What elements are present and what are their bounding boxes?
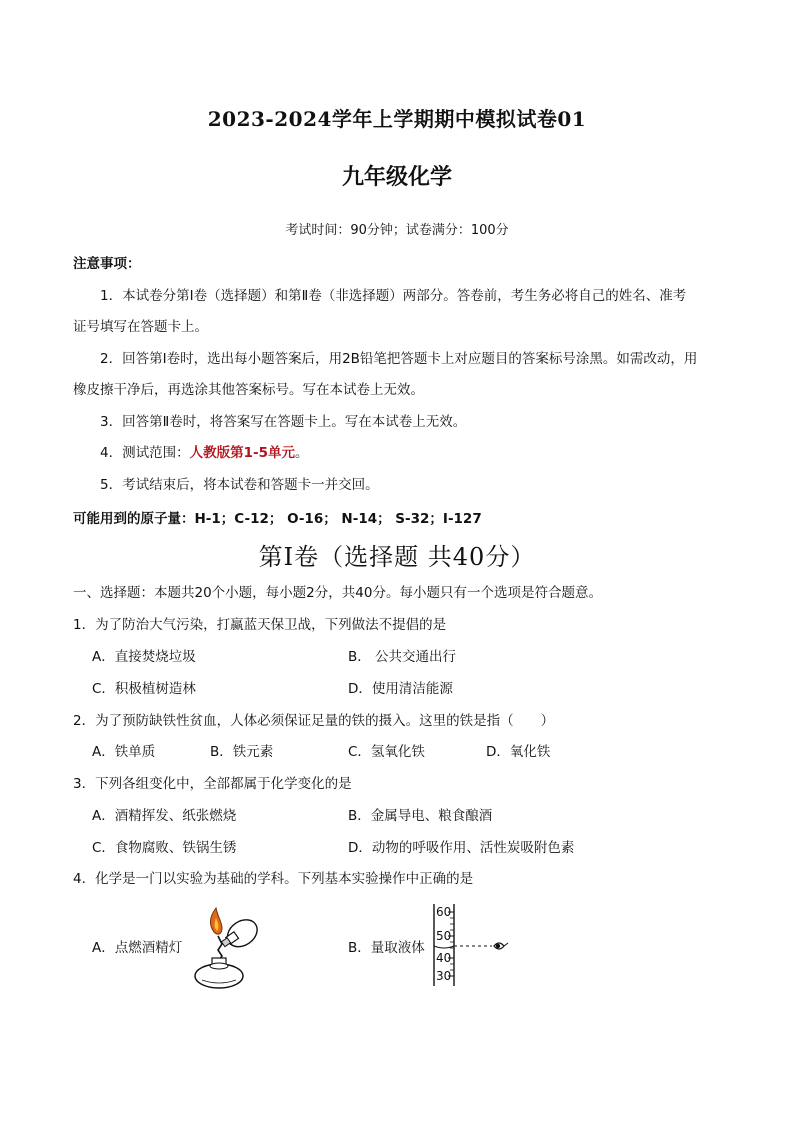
note-2-line-1: 2．回答第Ⅰ卷时，选出每小题答案后，用2B铅笔把答题卡上对应题目的答案标号涂黑。如需改动，用	[100, 351, 698, 367]
note-3: 3．回答第Ⅱ卷时，将答案写在答题卡上。写在本试卷上无效。	[100, 414, 467, 430]
note-4	[100, 441, 308, 461]
question-1-option-a[interactable]: A．直接焚烧垃圾	[92, 649, 196, 665]
note-1-line-1: 1．本试卷分第Ⅰ卷（选择题）和第Ⅱ卷（非选择题）两部分。答卷前，考生务必将自己的姓名、准考	[100, 288, 687, 304]
alcohol-lamp-illustration	[188, 898, 270, 990]
question-2-option-c[interactable]: C．氢氧化铁	[348, 744, 425, 760]
question-4-option-a[interactable]: A．点燃酒精灯	[92, 940, 183, 956]
question-2-option-b[interactable]: B．铁元素	[210, 744, 274, 760]
cylinder-tick-30: 30	[436, 969, 452, 983]
section-title: 第Ⅰ卷（选择题 共40分）	[258, 543, 536, 571]
note-5: 5．考试结束后，将本试卷和答题卡一并交回。	[100, 477, 379, 493]
question-3-option-d[interactable]: D．动物的呼吸作用、活性炭吸附色素	[348, 840, 575, 856]
note-4-prefix: 4．测试范围：	[100, 445, 190, 461]
question-2-option-d[interactable]: D．氧化铁	[486, 744, 551, 760]
note-4-suffix: 。	[294, 445, 309, 461]
exam-title: 2023-2024学年上学期期中模拟试卷01	[207, 107, 587, 131]
question-4-stem: 4．化学是一门以实验为基础的学科。下列基本实验操作中正确的是	[73, 871, 474, 887]
atomic-mass-line: 可能用到的原子量：H-1；C-12； O-16； N-14； S-32；I-127	[73, 511, 482, 527]
test-scope-highlight: 人教版第1-5单元	[189, 445, 295, 461]
section-instructions: 一、选择题：本题共20个小题，每小题2分，共40分。每小题只有一个选项是符合题意。	[73, 585, 602, 601]
notes-heading: 注意事项：	[73, 256, 141, 272]
exam-info: 考试时间：90分钟；试卷满分：100分	[285, 223, 509, 238]
question-3-stem: 3．下列各组变化中，全部都属于化学变化的是	[73, 776, 352, 792]
question-2-option-a[interactable]: A．铁单质	[92, 744, 156, 760]
question-3-option-b[interactable]: B．金属导电、粮食酿酒	[348, 808, 493, 824]
question-1-option-b[interactable]: B． 公共交通出行	[348, 649, 457, 665]
question-3-option-a[interactable]: A．酒精挥发、纸张燃烧	[92, 808, 237, 824]
exam-subtitle: 九年级化学	[341, 164, 452, 190]
question-1-option-c[interactable]: C．积极植树造林	[92, 681, 196, 697]
cylinder-tick-40: 40	[436, 951, 452, 965]
cylinder-tick-50: 50	[436, 929, 452, 943]
cylinder-tick-60: 60	[436, 905, 452, 919]
question-1-option-d[interactable]: D．使用清洁能源	[348, 681, 453, 697]
question-3-option-c[interactable]: C．食物腐败、铁锅生锈	[92, 840, 237, 856]
question-4-option-b[interactable]: B．量取液体	[348, 940, 425, 956]
note-2-line-2: 橡皮擦干净后，再选涂其他答案标号。写在本试卷上无效。	[73, 382, 424, 398]
note-1-line-2: 证号填写在答题卡上。	[73, 319, 208, 335]
question-1-stem: 1．为了防治大气污染，打赢蓝天保卫战，下列做法不提倡的是	[73, 617, 447, 633]
question-2-stem: 2．为了预防缺铁性贫血，人体必须保证足量的铁的摄入。这里的铁是指（ ）	[73, 713, 555, 729]
